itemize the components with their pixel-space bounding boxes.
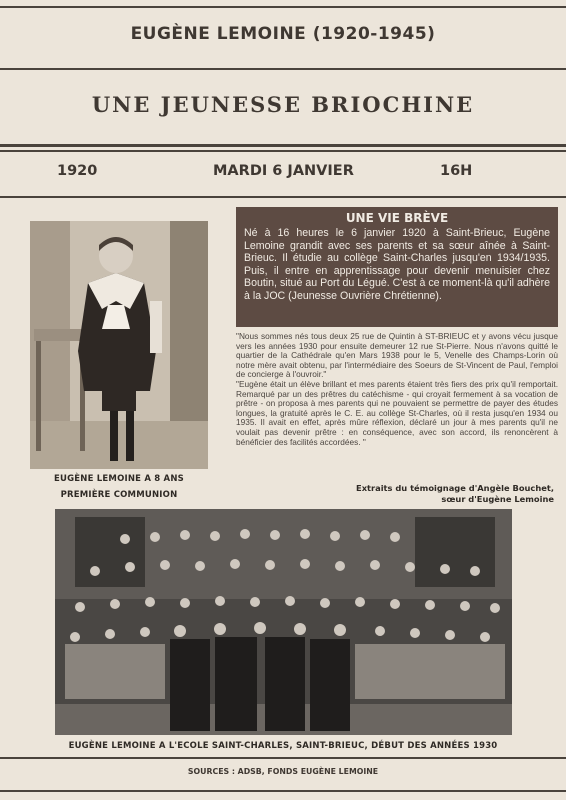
portrait-photo [30, 221, 208, 469]
portrait-photo-art [30, 221, 208, 469]
title-rule [0, 68, 566, 70]
group-photo [55, 509, 512, 735]
testimony-credit [356, 483, 554, 504]
date-year: 1920 [57, 163, 98, 179]
dateline-rule [0, 196, 566, 198]
testimony-credit-line2: sœur d'Eugène Lemoine [441, 493, 554, 504]
testimony-paragraph-2: "Eugène était un élève brillant et mes parents étaient très fiers des prix qu'il remportait. Remarqué par un des prêtres du catéchisme - qui croyait fermement à sa vocation de prêtre - on proposa à mes parents qui ne pouvaient se permettre de payer des études longues, la gratuité après le C. E. au collège St-Charles, où il resta jusqu'en 1934 ou 1935. Il avait en effet, après mûre réflexion, déclaré un jour à mes parents qu'il ne voulait pas devenir prêtre : en conséquence, avec son accord, ils renoncèrent à bénéficier des facilités accordées. " [236, 378, 558, 447]
page-subtitle: UNE JEUNESSE BRIOCHINE [91, 92, 475, 117]
bio-heading: UNE VIE BRÈVE [345, 211, 449, 225]
sources-line: SOURCES : ADSB, FONDS EUGÈNE LEMOINE [187, 767, 379, 776]
portrait-caption-line2: PREMIÈRE COMMUNION [60, 490, 178, 500]
date-day: MARDI 6 JANVIER [213, 163, 354, 179]
testimony-paragraph-1: "Nous sommes nés tous deux 25 rue de Quintin à ST-BRIEUC et y avons vécu jusque vers les années 1930 pour ensuite demeurer 12 rue St-Pierre. Nous n'avons quitté le quartier de la Cathédrale qu'en Mars 1938 pour le 5, Venelle des Champs-Lorin où notre mère avait obtenu, par l'intermédiaire des Soeurs de St-Vincent de Paul, l'emploi de concierge à l'ouvroir." [236, 331, 558, 380]
testimony-credit-line1: Extraits du témoignage d'Angèle Bouchet, [356, 483, 554, 493]
footer-rule [0, 757, 566, 759]
page-title: EUGÈNE LEMOINE (1920-1945) [130, 24, 436, 44]
subtitle-rule-lower [0, 150, 566, 152]
group-photo-caption: EUGÈNE LEMOINE A L'ECOLE SAINT-CHARLES, SAINT-BRIEUC, DÉBUT DES ANNÉES 1930 [68, 741, 498, 751]
subtitle-rule-upper [0, 144, 566, 147]
bio-box [236, 207, 558, 327]
group-photo-art [55, 509, 512, 735]
portrait-caption-line1: EUGÈNE LEMOINE A 8 ANS [54, 474, 184, 484]
bio-text: Né à 16 heures le 6 janvier 1920 à Saint-Brieuc, Eugène Lemoine grandit avec ses parents et sa sœur aînée à Saint-Brieuc. Il étudie au collège Saint-Charles jusqu'en 1934/1935. Puis, il entre en apprentissage pour devenir menuisier chez Boutin, situé au Port du Légué. C'est à ce moment-là qu'il adhère à la JOC (Jeunesse Ouvrière Chrétienne). [244, 227, 550, 302]
top-rule [0, 6, 566, 8]
date-hour: 16H [440, 163, 473, 179]
testimony-quote [236, 332, 558, 447]
bottom-rule [0, 790, 566, 792]
